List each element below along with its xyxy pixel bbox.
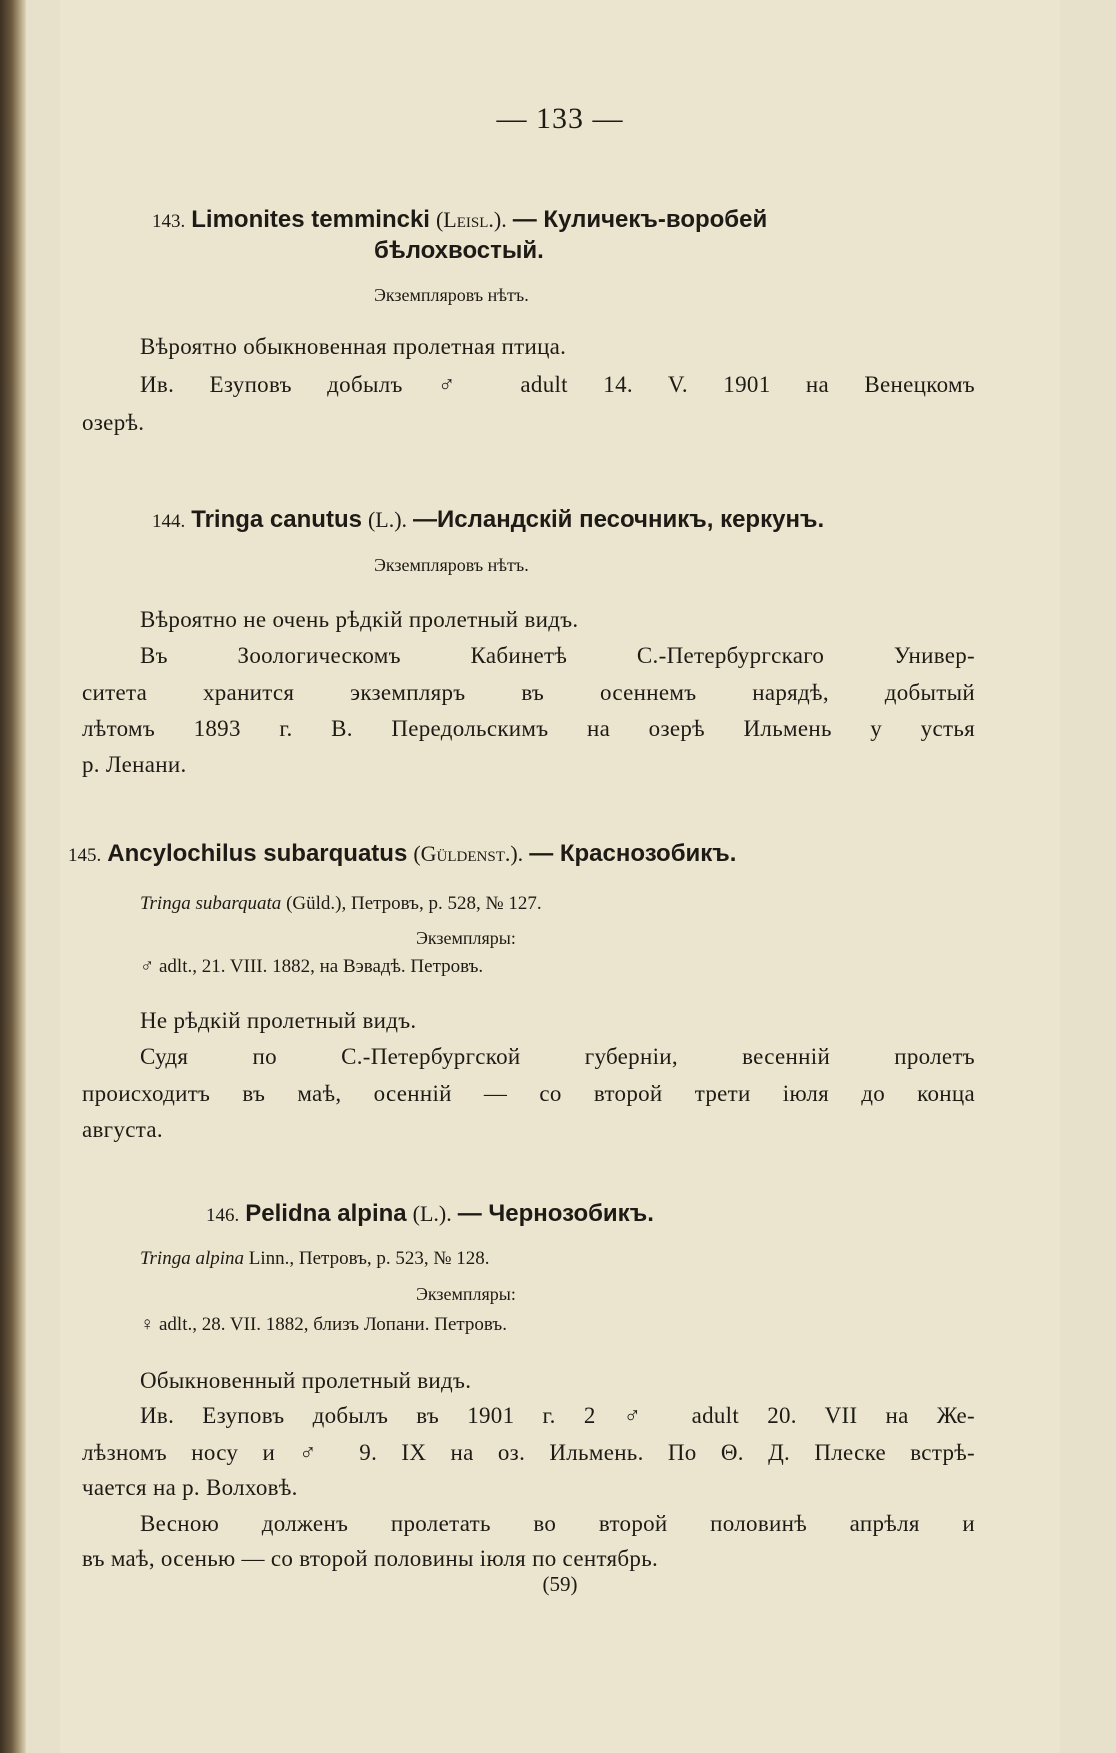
author-name: (Leisl.). [435, 207, 507, 232]
paragraph-line: Обыкновенный пролетный видъ. [140, 1368, 472, 1393]
book-spine-shadow [0, 0, 26, 1753]
entry-number: 143. [152, 211, 186, 232]
russian-name: — Куличекъ-воробей [512, 206, 768, 233]
entry-number: 144. [152, 511, 186, 532]
book-page [60, 0, 1060, 1753]
author-name: (Güldenst.). [413, 841, 524, 866]
paragraph-line: въ маѣ, осенью — со второй половины іюля по сентябрь. [82, 1546, 659, 1571]
paragraph-line: чается на р. Волховѣ. [82, 1475, 298, 1500]
paragraph-line: Въ Зоологическомъ Кабинетѣ С.-Петербургскаго Универ- [140, 643, 975, 668]
latin-name: Pelidna alpina [245, 1200, 407, 1227]
specimen-record: ♀ adlt., 28. VII. 1882, близъ Лопани. Петровъ. [140, 1314, 507, 1335]
specimens-note: Экземпляровъ нѣтъ. [374, 555, 529, 575]
latin-name: Tringa canutus [191, 506, 362, 533]
paragraph-line: р. Ленани. [82, 752, 187, 777]
page-number: — 133 — [496, 102, 624, 135]
entry-143-heading [152, 206, 767, 234]
author-name: (L.). [367, 507, 408, 532]
synonym-reference: Linn., Петровъ, p. 523, № 128. [248, 1248, 490, 1269]
russian-name: — Краснозобикъ. [529, 840, 737, 867]
specimens-note: Экземпляры: [416, 928, 516, 948]
author-name: (L.). [412, 1201, 452, 1226]
russian-name-continued: бѣлохвостый. [374, 237, 544, 264]
paragraph-line: лѣтомъ 1893 г. В. Передольскимъ на озерѣ Ильмень у устья [82, 716, 975, 741]
entry-145-heading [68, 840, 736, 868]
entry-146-heading [206, 1200, 654, 1228]
specimens-note: Экземпляры: [416, 1284, 516, 1304]
synonym-line [140, 1248, 490, 1270]
latin-name: Limonites temmincki [191, 206, 430, 233]
synonym-latin: Tringa subarquata [140, 893, 282, 914]
specimen-record: ♂ adlt., 21. VIII. 1882, на Вэвадѣ. Петровъ. [140, 956, 484, 977]
paragraph-line: лѣзномъ носу и ♂ 9. IX на оз. Ильмень. По Θ. Д. Плеске встрѣ- [82, 1440, 975, 1465]
synonym-line [140, 893, 542, 915]
entry-number: 145. [68, 845, 102, 866]
paragraph-line: Вѣроятно не очень рѣдкій пролетный видъ. [140, 607, 579, 632]
paragraph-line: Судя по С.-Петербургской губерніи, весенній пролетъ [140, 1044, 975, 1069]
latin-name: Ancylochilus subarquatus [107, 840, 408, 867]
synonym-latin: Tringa alpina [140, 1248, 244, 1269]
paragraph-line: Ив. Езуповъ добылъ въ 1901 г. 2 ♂ adult 20. VII на Же- [140, 1403, 975, 1428]
paragraph-line: Весною долженъ пролетать во второй половинѣ апрѣля и [140, 1511, 975, 1536]
synonym-reference: (Güld.), Петровъ, p. 528, № 127. [286, 893, 542, 914]
paragraph-line: августа. [82, 1117, 163, 1142]
paragraph-line: Ив. Езуповъ добылъ ♂ adult 14. V. 1901 на Венецкомъ [140, 372, 975, 397]
russian-name: — Чернозобикъ. [457, 1200, 654, 1227]
paragraph-line: озерѣ. [82, 410, 145, 435]
entry-144-heading [152, 506, 824, 534]
entry-number: 146. [206, 1205, 240, 1226]
russian-name: —Исландскій песочникъ, керкунъ. [413, 506, 825, 533]
paragraph-line: происходитъ въ маѣ, осенній — со второй трети іюля до конца [82, 1081, 975, 1106]
paragraph-line: Не рѣдкій пролетный видъ. [140, 1008, 417, 1033]
paragraph-line: ситета хранится экземпляръ въ осеннемъ нарядѣ, добытый [82, 680, 975, 705]
paragraph-line: Вѣроятно обыкновенная пролетная птица. [140, 334, 567, 359]
folio-signature: (59) [542, 1572, 578, 1596]
specimens-note: Экземпляровъ нѣтъ. [374, 285, 529, 305]
